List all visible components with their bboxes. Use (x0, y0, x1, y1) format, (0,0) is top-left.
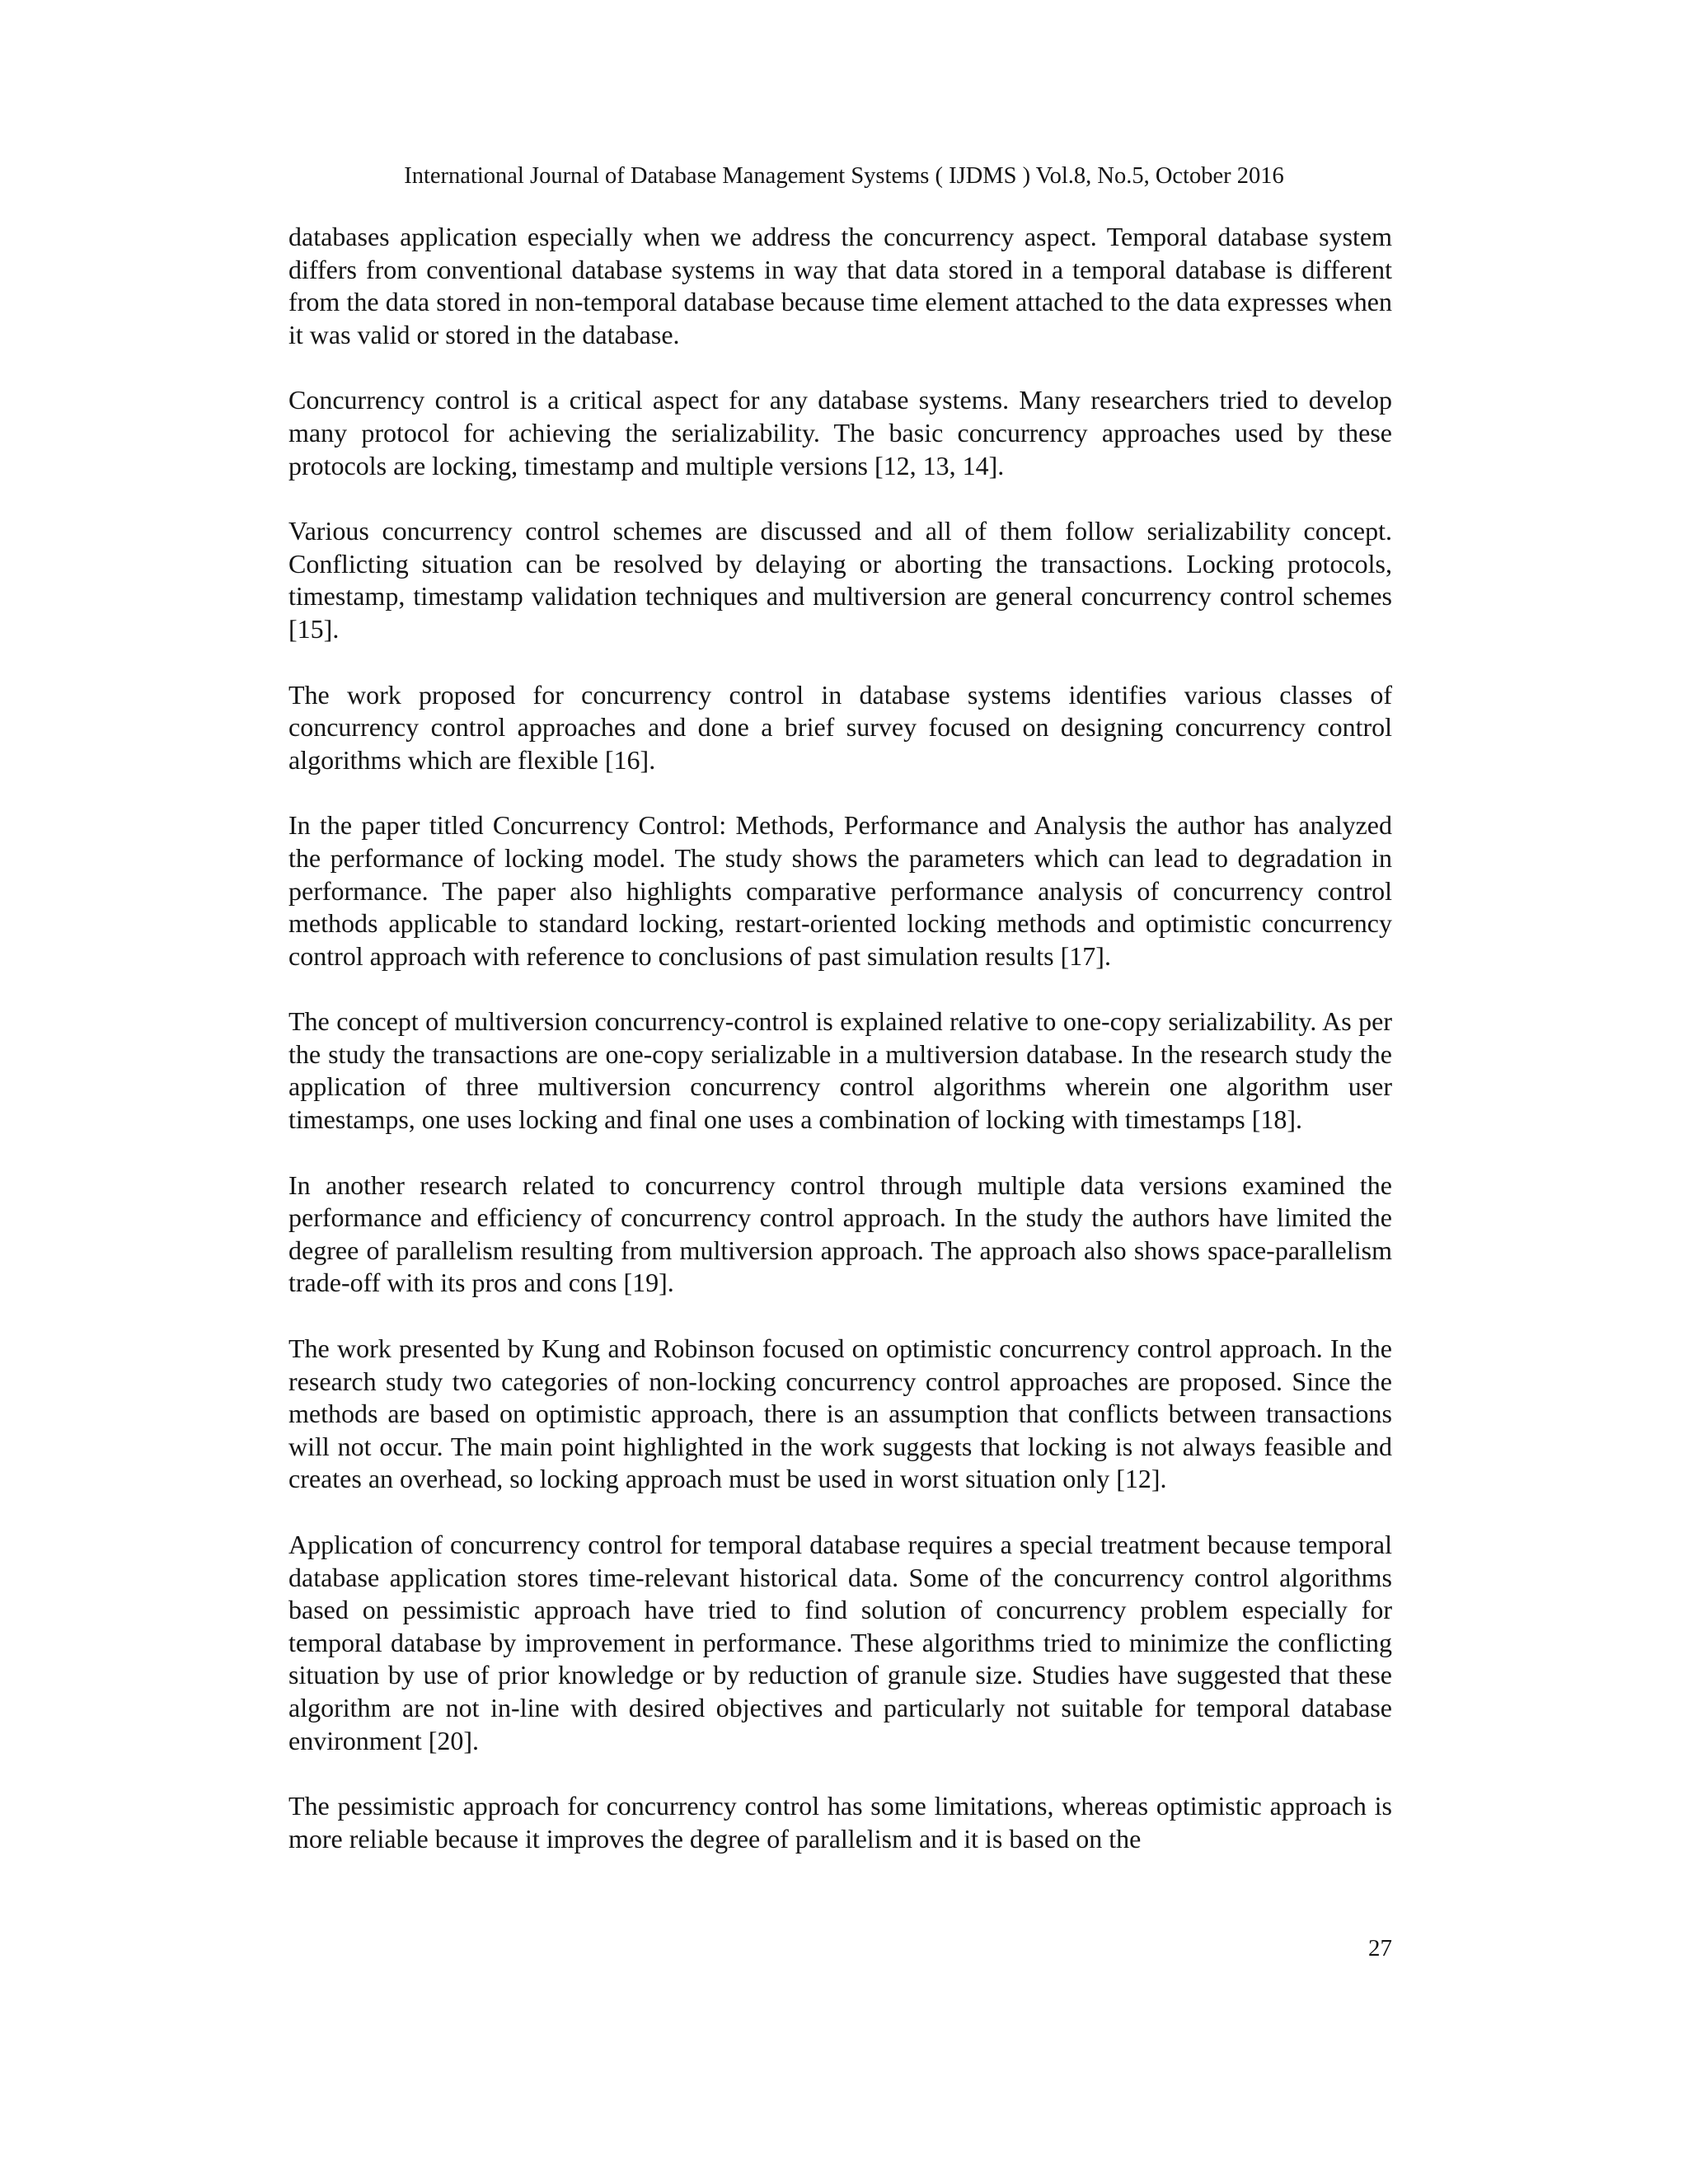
paragraph-concurrency-critical: Concurrency control is a critical aspect for any database systems. Many researchers tried to develop many protocol for achieving the serializability. The basic concurrency approaches used by these protocols are locking, timestamp and multiple versions [12, 13, 14]. (288, 385, 1392, 480)
paragraph-classes-survey: The work proposed for concurrency control in database systems identifies various classes of concurrency control approaches and done a brief survey focused on designing concurrency control algorithms which are flexible [16]. (288, 679, 1392, 775)
paragraph-multiple-versions: In another research related to concurrency control through multiple data versions examined the performance and efficiency of concurrency control approach. In the study the authors have limited the degree of parallelism resulting from multiversion approach. The approach also shows space-parallelism trade-off with its pros and cons [19]. (288, 1169, 1392, 1298)
paragraph-multiversion-concept: The concept of multiversion concurrency-control is explained relative to one-copy serializability. As per the study the transactions are one-copy serializable in a multiversion database. In the research study the application of three multiversion concurrency control algorithms wherein one algorithm user timestamps, one uses locking and final one uses a combination of locking with timestamps [18]. (288, 1006, 1392, 1135)
paragraph-pessimistic-limitations: The pessimistic approach for concurrency control has some limitations, whereas optimistic approach is more reliable because it improves the degree of parallelism and it is based on the (288, 1791, 1392, 1854)
paragraph-methods-performance: In the paper titled Concurrency Control: Methods, Performance and Analysis the author has analyzed the performance of locking model. The study shows the parameters which can lead to degradation in performance. The paper also highlights comparative performance analysis of concurrency control methods applicable to standard locking, restart-oriented locking methods and optimistic concurrency control approach with reference to conclusions of past simulation results [17]. (288, 810, 1392, 971)
running-header: International Journal of Database Management Systems ( IJDMS ) Vol.8, No.5, October 2016 (404, 163, 1284, 189)
paragraph-control-schemes: Various concurrency control schemes are discussed and all of them follow serializability concept. Conflicting situation can be resolved by delaying or aborting the transactions. Locking protocols, timestamp, timestamp validation techniques and multiversion are general concurrency control schemes [15]. (288, 516, 1392, 644)
paragraph-temporal-intro: databases application especially when we address the concurrency aspect. Temporal database system differs from conventional database systems in way that data stored in a temporal database is different from the data stored in non-temporal database because time element attached to the data expresses when it was valid or stored in the database. (288, 222, 1392, 349)
body-text (288, 221, 1392, 1855)
paragraph-temporal-treatment: Application of concurrency control for temporal database requires a special treatment because temporal database application stores time-relevant historical data. Some of the concurrency control algorithms based on pessimistic approach have tried to find solution of concurrency problem especially for temporal database by improvement in performance. These algorithms tried to minimize the conflicting situation by use of prior knowledge or by reduction of granule size. Studies have suggested that these algorithm are not in-line with desired objectives and particularly not suitable for temporal database environment [20]. (288, 1530, 1392, 1755)
paragraph-kung-robinson: The work presented by Kung and Robinson focused on optimistic concurrency control approach. In the research study two categories of non-locking concurrency control approaches are proposed. Since the methods are based on optimistic approach, there is an assumption that conflicts between transactions will not occur. The main point highlighted in the work suggests that locking is not always feasible and creates an overhead, so locking approach must be used in worst situation only [12]. (288, 1333, 1392, 1494)
page-number: 27 (1368, 1935, 1392, 1961)
